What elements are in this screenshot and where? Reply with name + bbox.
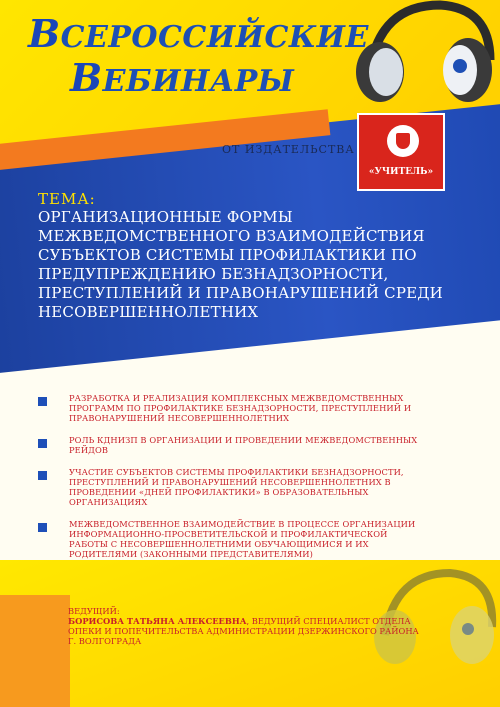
bullet-square-icon: [38, 471, 47, 480]
list-item-text: РОЛЬ КДНИЗП В ОРГАНИЗАЦИИ И ПРОВЕДЕНИИ МЕЖВЕДОМСТВЕННЫХ РЕЙДОВ: [69, 435, 418, 455]
speaker-label: ВЕДУЩИЙ:: [68, 606, 120, 616]
theme-label: ТЕМА:: [38, 190, 96, 208]
bullet-square-icon: [38, 397, 47, 406]
list-item: [38, 519, 428, 559]
publisher-logo: [357, 113, 445, 191]
theme-block: [38, 190, 478, 322]
list-item: [38, 393, 428, 423]
speaker-role: , ВЕДУЩИЙ СПЕЦИАЛИСТ ОТДЕЛА ОПЕКИ И ПОПЕЧИТЕЛЬСТВА АДМИНИСТРАЦИИ ДЗЕРЖИНСКОГО РАЙОНА Г. ВОЛГОГРАДА: [68, 616, 419, 646]
speaker-block: [68, 606, 428, 646]
bullet-square-icon: [38, 523, 47, 532]
publisher-label: ОТ ИЗДАТЕЛЬСТВА: [222, 143, 355, 156]
theme-text: ОРГАНИЗАЦИОННЫЕ ФОРМЫ МЕЖВЕДОМСТВЕННОГО ВЗАИМОДЕЙСТВИЯ СУБЪЕКТОВ СИСТЕМЫ ПРОФИЛАКТИКИ ПО ПРЕДУПРЕЖДЕНИЮ БЕЗНАДЗОРНОСТИ, ПРЕСТУПЛЕНИЙ И ПРАВОНАРУШЕНИЙ СРЕДИ НЕСОВЕРШЕННОЛЕТНИХ: [38, 208, 443, 321]
list-item: [38, 467, 428, 507]
speaker-name: БОРИСОВА ТАТЬЯНА АЛЕКСЕЕВНА: [68, 616, 247, 626]
list-item-text: МЕЖВЕДОМСТВЕННОЕ ВЗАИМОДЕЙСТВИЕ В ПРОЦЕССЕ ОРГАНИЗАЦИИ ИНФОРМАЦИОННО-ПРОСВЕТИТЕЛЬСКОЙ И ПРОФИЛАКТИЧЕСКОЙ РАБОТЫ С НЕСОВЕРШЕННОЛЕТНИМИ ОБУЧАЮЩИМИСЯ И ИХ РОДИТЕЛЯМИ (ЗАКОННЫМИ ПРЕДСТАВИТЕЛЯМИ): [69, 519, 416, 559]
list-item-text: УЧАСТИЕ СУБЪЕКТОВ СИСТЕМЫ ПРОФИЛАКТИКИ БЕЗНАДЗОРНОСТИ, ПРЕСТУПЛЕНИЙ И ПРАВОНАРУШЕНИЙ НЕСОВЕРШЕННОЛЕТНИХ В ПРОВЕДЕНИИ «ДНЕЙ ПРОФИЛАКТИКИ» В ОБРАЗОВАТЕЛЬНЫХ ОРГАНИЗАЦИЯХ: [69, 467, 404, 507]
bullet-square-icon: [38, 439, 47, 448]
list-item-text: РАЗРАБОТКА И РЕАЛИЗАЦИЯ КОМПЛЕКСНЫХ МЕЖВЕДОМСТВЕННЫХ ПРОГРАММ ПО ПРОФИЛАКТИКЕ БЕЗНАДЗОРНОСТИ, ПРЕСТУПЛЕНИЙ И ПРАВОНАРУШЕНИЙ НЕСОВЕРШЕННОЛЕТНИХ: [69, 393, 412, 423]
background-bottom-orange: [0, 595, 70, 707]
logo-mark-icon: [387, 125, 419, 157]
list-item: [38, 435, 428, 455]
topics-list: [38, 393, 428, 571]
logo-text: «УЧИТЕЛЬ»: [368, 167, 434, 177]
webinar-title: ВСЕРОССИЙСКИЕ ВЕБИНАРЫ: [28, 11, 369, 100]
